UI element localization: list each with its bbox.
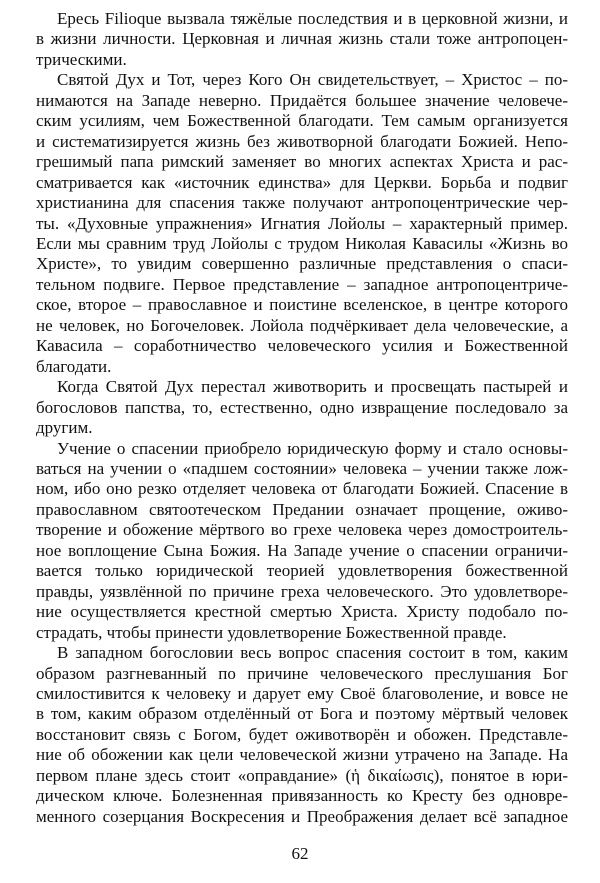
text-line: Христе», то увидим совершенно различные представления о спаси-: [36, 254, 568, 274]
text-line: не человек, но Богочеловек. Лойола подчёркивает дела человеческие, а: [36, 315, 568, 335]
text-line: ское, второе – православное и поистине вселенское, в центре которого: [36, 295, 568, 315]
text-line: Если мы сравним труд Лойолы с трудом Николая Кавасилы «Жизнь во: [36, 233, 568, 253]
text-line: восстановит связь с Богом, будет оживотворён и обожен. Представле-: [36, 724, 568, 744]
text-line: менного созерцания Воскресения и Преображения делает всё западное: [36, 806, 568, 826]
text-line: Святой Дух и Тот, через Кого Он свидетельствует, – Христос – по-: [57, 70, 568, 90]
text-line: Ересь Filioque вызвала тяжёлые последствия и в церковной жизни, и: [57, 9, 568, 28]
text-line: сматривается как «источник единства» для Церкви. Борьба и подвиг: [36, 172, 568, 192]
text-line: страдать, чтобы принести удовлетворение Божественной правде.: [36, 622, 507, 642]
text-line: благодати.: [36, 356, 112, 376]
paragraph: [36, 643, 568, 827]
text-line: ние об обожении как цели человеческой жизни утрачено на Западе. На: [36, 745, 568, 765]
text-line: ским усилиям, чем Божественной благодати. Тем самым организуется: [36, 111, 568, 131]
text-line: ние осуществляется крестной смертью Христа. Христу подобало по-: [36, 602, 568, 622]
text-line: правды, уязвлённой по причине греха человеческого. Это удовлетворе-: [36, 581, 568, 601]
text-line: ваться на учении о «падшем состоянии» человека – учении также лож-: [36, 458, 568, 478]
text-line: в жизни личности. Церковная и личная жизнь стали тоже антропоцен-: [36, 29, 568, 49]
text-line: тельном подвиге. Первое представление – западное антропоцентриче-: [36, 274, 568, 294]
text-line: ном, ибо оно резко отделяет человека от благодати Божией. Спасение в: [36, 479, 568, 499]
page-body-text: [36, 9, 568, 827]
text-line: смилостивится к человеку и дарует ему Своё благоволение, и вовсе не: [36, 683, 568, 703]
text-line: В западном богословии весь вопрос спасения состоит в том, каким: [57, 643, 568, 663]
text-line: ты. «Духовные упражнения» Игнатия Лойолы – характерный пример.: [36, 213, 568, 233]
text-line: Когда Святой Дух перестал животворить и просвещать пастырей и: [57, 377, 568, 397]
text-line: Кавасила – соработничество человеческого усилия и Божественной: [36, 336, 568, 356]
paragraph: [36, 377, 568, 438]
text-line: в том, каким образом отделённый от Бога и поэтому мёртвый человек: [36, 704, 568, 724]
text-line: православном святоотеческом Предании означает прощение, оживо-: [36, 499, 568, 519]
text-line: трическими.: [36, 49, 127, 69]
page-number: 62: [291, 844, 309, 863]
text-line: грешимый папа римский заменяет во многих аспектах Христа и рас-: [36, 152, 568, 172]
paragraph: [36, 439, 568, 644]
text-line: вается только юридической теорией удовлетворения божественной: [36, 561, 568, 581]
text-line: Учение о спасении приобрело юридическую форму и стало основы-: [57, 438, 568, 458]
text-line: христианина для спасения также получают антропоцентрические чер-: [36, 193, 568, 213]
text-line: дическом ключе. Болезненная привязанность ко Кресту без одновре-: [36, 786, 568, 806]
text-line: первом плане здесь стоит «оправдание» (ἡ δικαίωσις), понятое в юри-: [36, 765, 568, 785]
text-line: нимаются на Западе неверно. Придаётся большее значение человече-: [36, 90, 568, 110]
text-line: ное воплощение Сына Божия. На Западе учение о спасении ограничи-: [36, 540, 568, 560]
text-line: и систематизируется жизнь без животворной благодати Божией. Непо-: [36, 131, 568, 151]
text-line: другим.: [36, 418, 93, 438]
paragraph: [36, 70, 568, 377]
paragraph: [36, 9, 568, 70]
text-line: богословов папства, то, естественно, одно извращение последовало за: [36, 397, 568, 417]
text-line: творение и обожение мёртвого во грехе человека через домостроитель-: [36, 520, 568, 540]
text-line: образом разгневанный по причине человеческого преслушания Бог: [36, 663, 568, 683]
